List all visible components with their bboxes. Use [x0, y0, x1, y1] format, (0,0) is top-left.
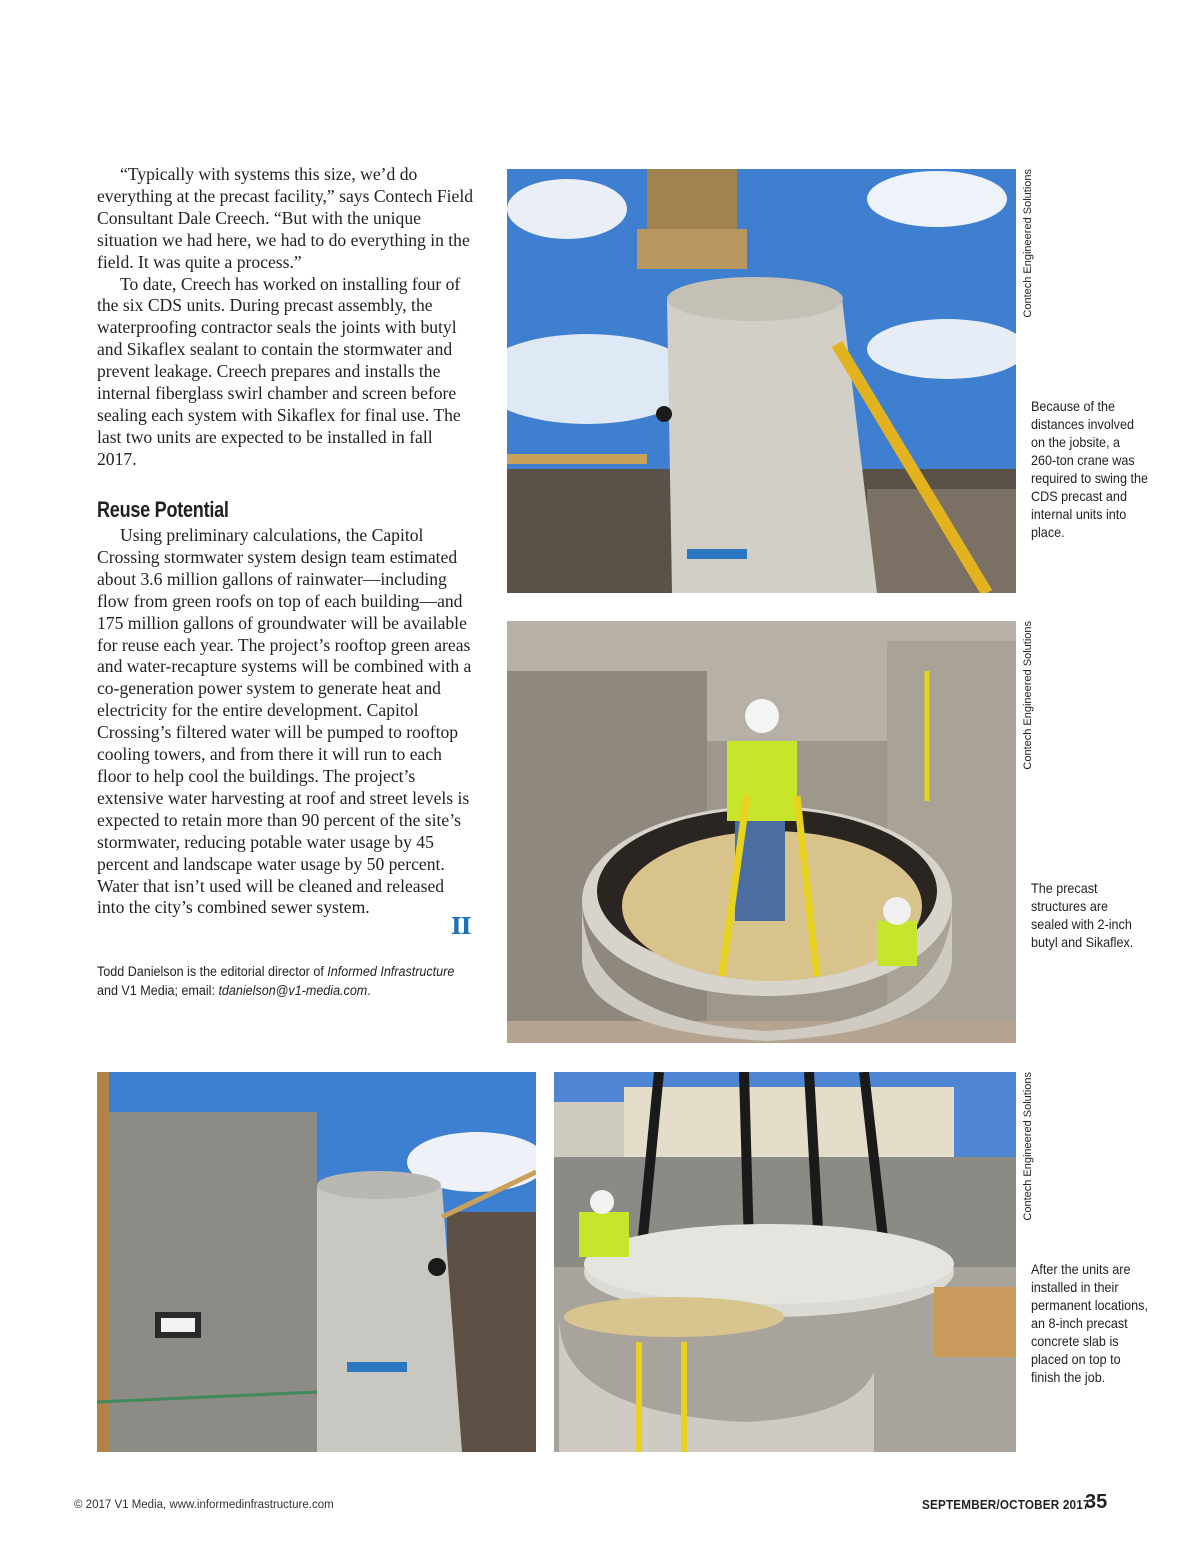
photo-credit-2-text: Contech Engineered Solutions: [1022, 621, 1034, 770]
photo-credit-2: [1022, 621, 1042, 770]
section-heading: Reuse Potential: [97, 497, 229, 522]
photo-credit-3-text: Contech Engineered Solutions: [1022, 1072, 1034, 1221]
photo-credit-3: [1022, 1072, 1042, 1221]
photo-installed-units-image: [97, 1072, 536, 1452]
paragraph-reuse: Using preliminary calculations, the Capitol Crossing stormwater system design team estimated about 3.6 million gallons of rainwater—including flow from green roofs on top of each building—and 175 million gallons of groundwater will be available for reuse each year. The project’s rooftop green areas and water-recapture systems will be combined with a co-generation power system to generate heat and electricity for the entire development. Capitol Crossing’s filtered water will be pumped to rooftop cooling towers, and from there it will run to each floor to help cool the buildings. The project’s extensive water harvesting at roof and street levels is expected to retain more than 90 percent of the site’s stormwater, reducing potable water usage by 45 percent and landscape water usage by 50 percent. Water that isn’t used will be cleaned and released into the city’s combined sewer system.: [97, 525, 472, 918]
photo-workers-ring-image: [507, 621, 1016, 1043]
article-body-top: [97, 164, 475, 471]
bio-prefix: Todd Danielson is the editorial director of: [97, 964, 328, 979]
bio-middle: and V1 Media; email:: [97, 983, 219, 998]
article-body-bottom: [97, 525, 475, 919]
photo-crane-lift: [507, 169, 1016, 593]
caption-sealing: The precast structures are sealed with 2-inch butyl and Sikaflex.: [1031, 880, 1134, 950]
end-of-article-mark: II: [451, 913, 471, 940]
bio-suffix: .: [367, 983, 371, 998]
caption-slab: After the units are installed in their permanent locations, an 8-inch precast concrete slab is placed on top to finish the job.: [1031, 1261, 1148, 1385]
photo-installed-units: [97, 1072, 536, 1452]
author-bio: [97, 962, 469, 1000]
bio-email: tdanielson@v1-media.com: [218, 983, 368, 998]
photo-slab-placement-image: [554, 1072, 1016, 1452]
footer-copyright: © 2017 V1 Media, www.informedinfrastructure.com: [74, 1499, 334, 1511]
bio-publication: Informed Infrastructure: [327, 964, 455, 979]
photo-workers-ring: [507, 621, 1016, 1043]
photo-crane-lift-image: [507, 169, 1016, 593]
photo-credit-1-text: Contech Engineered Solutions: [1022, 169, 1034, 318]
paragraph-quote: “Typically with systems this size, we’d do everything at the precast facility,” says Contech Field Consultant Dale Creech. “But with the unique situation we had here, we had to do everything in the field. It was quite a process.”: [97, 164, 474, 272]
page-number: 35: [1085, 1491, 1108, 1513]
caption-crane: Because of the distances involved on the jobsite, a 260-ton crane was required to swing the CDS precast and internal units into place.: [1031, 398, 1148, 540]
photo-slab-placement: [554, 1072, 1016, 1452]
photo-credit-1: [1022, 169, 1042, 318]
footer-issue-date: SEPTEMBER/OCTOBER 2017: [922, 1497, 1090, 1512]
paragraph-installation: To date, Creech has worked on installing four of the six CDS units. During precast assembly, the waterproofing contractor seals the joints with butyl and Sikaflex sealant to contain the stormwater and prevent leakage. Creech prepares and installs the internal fiberglass swirl chamber and screen before sealing each system with Sikaflex for final use. The last two units are expected to be installed in fall 2017.: [97, 273, 461, 469]
